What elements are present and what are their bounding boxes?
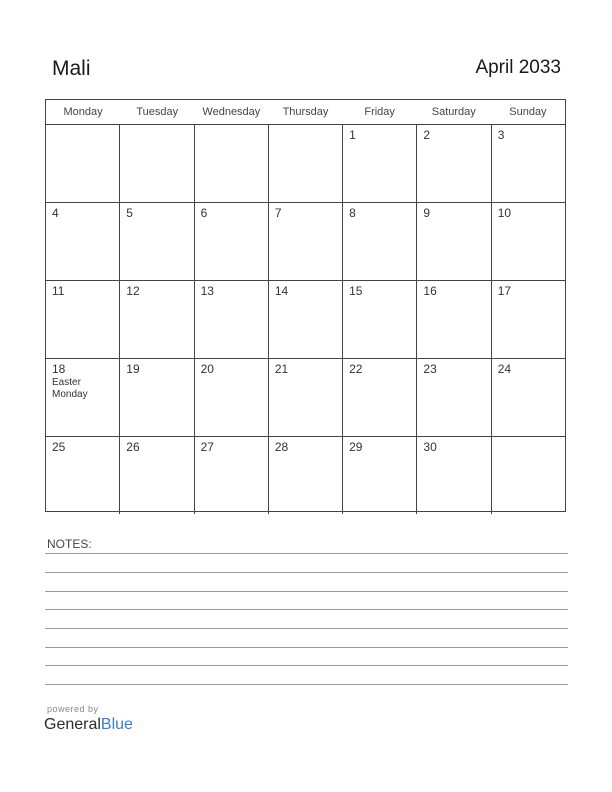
day-cell	[269, 437, 343, 514]
day-number: 20	[200, 362, 214, 376]
day-number: 16	[423, 284, 437, 298]
day-cell	[343, 203, 417, 280]
day-cell	[120, 203, 194, 280]
day-number: 6	[200, 206, 208, 220]
weekday-monday: Monday	[63, 106, 103, 118]
brand-name-part2: Blue	[100, 716, 133, 733]
note-line	[45, 609, 568, 610]
day-number: 13	[200, 284, 214, 298]
day-cell	[120, 359, 194, 436]
day-number: 5	[126, 206, 133, 220]
weekday-sunday: Sunday	[509, 106, 547, 118]
day-cell	[417, 359, 491, 436]
holiday-label: Easter Monday	[52, 377, 88, 400]
day-number: 14	[274, 284, 289, 298]
notes-label: NOTES:	[47, 537, 92, 551]
weekday-friday: Friday	[364, 106, 395, 118]
day-cell	[120, 437, 194, 514]
day-cell	[417, 281, 491, 358]
note-line	[45, 628, 568, 629]
day-number: 2	[423, 128, 431, 142]
day-number: 19	[126, 362, 140, 376]
day-number: 21	[274, 362, 289, 376]
week-row	[46, 359, 565, 437]
day-cell	[269, 359, 343, 436]
day-cell	[195, 359, 269, 436]
day-cell	[492, 437, 565, 514]
day-cell	[343, 125, 417, 202]
day-number: 15	[349, 284, 363, 298]
brand-name-part1: General	[44, 716, 101, 733]
day-cell	[46, 437, 120, 514]
week-row	[46, 437, 565, 514]
day-cell	[269, 125, 343, 202]
note-line	[45, 572, 568, 573]
day-number: 18	[52, 362, 66, 376]
note-line	[45, 553, 568, 554]
day-number: 9	[423, 206, 431, 220]
day-number: 8	[349, 206, 356, 220]
day-number: 27	[200, 440, 214, 454]
day-cell	[46, 203, 120, 280]
powered-by-text: powered by	[47, 704, 99, 714]
day-cell	[46, 281, 120, 358]
country-title: Mali	[52, 57, 91, 80]
day-cell	[195, 203, 269, 280]
day-cell	[417, 203, 491, 280]
day-number: 29	[349, 440, 363, 454]
day-number: 10	[497, 206, 512, 220]
weekday-tuesday: Tuesday	[136, 106, 179, 118]
day-cell	[343, 281, 417, 358]
day-cell	[492, 125, 565, 202]
day-number: 4	[52, 206, 59, 220]
day-cell	[195, 437, 269, 514]
day-number: 22	[349, 362, 363, 376]
week-row	[46, 125, 565, 203]
day-cell	[492, 359, 565, 436]
week-row	[46, 281, 565, 359]
day-cell	[417, 437, 491, 514]
note-line	[45, 591, 568, 592]
day-number: 26	[126, 440, 140, 454]
note-line	[45, 684, 568, 685]
note-line	[45, 647, 568, 648]
day-number: 3	[497, 128, 505, 142]
day-number: 28	[274, 440, 289, 454]
weekday-thursday: Thursday	[282, 106, 329, 118]
day-cell	[492, 203, 565, 280]
day-cell	[417, 125, 491, 202]
day-cell	[195, 125, 269, 202]
day-number: 7	[274, 206, 282, 220]
weekday-header-row	[46, 100, 565, 125]
weeks-container	[46, 125, 565, 514]
day-number: 23	[423, 362, 437, 376]
weekday-wednesday: Wednesday	[202, 106, 261, 118]
weekday-saturday: Saturday	[431, 106, 476, 118]
day-cell	[269, 203, 343, 280]
day-cell	[195, 281, 269, 358]
day-number: 25	[52, 440, 66, 454]
note-line	[45, 665, 568, 666]
brand-logo	[44, 716, 133, 734]
day-number: 1	[349, 128, 356, 142]
day-number: 24	[497, 362, 512, 376]
week-row	[46, 203, 565, 281]
day-cell	[120, 125, 194, 202]
calendar-grid	[45, 99, 566, 512]
day-cell	[343, 359, 417, 436]
day-cell	[120, 281, 194, 358]
day-cell	[46, 359, 120, 436]
day-number: 11	[52, 284, 65, 298]
month-title: April 2033	[475, 57, 561, 78]
day-cell	[269, 281, 343, 358]
day-number: 12	[126, 284, 140, 298]
day-number: 17	[497, 284, 512, 298]
day-cell	[46, 125, 120, 202]
day-cell	[343, 437, 417, 514]
day-cell	[492, 281, 565, 358]
day-number: 30	[423, 440, 437, 454]
